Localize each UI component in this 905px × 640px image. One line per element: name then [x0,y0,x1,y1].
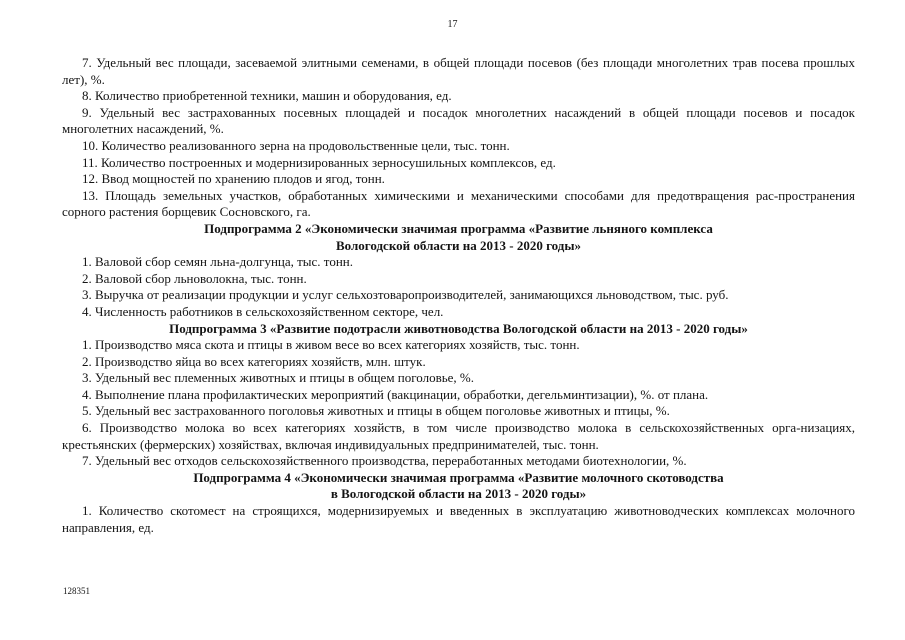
list-item: 1. Валовой сбор семян льна-долгунца, тыс. тонн. [82,254,353,270]
list-item: 3. Выручка от реализации продукции и услуг сельхозтоваропроизводителей, занимающихся льноводством, тыс. руб. [82,287,729,303]
list-item: 2. Валовой сбор льноволокна, тыс. тонн. [82,270,307,286]
list-item: 3. Удельный вес племенных животных и птицы в общем поголовье, %. [82,370,475,386]
list-item: 10. Количество реализованного зерна на продовольственные цели, тыс. тонн. [82,137,510,153]
list-item: 5. Удельный вес застрахованного поголовья животных и птицы в общем поголовье животных и птицы, %. [82,403,670,419]
list-item: 8. Количество приобретенной техники, машин и оборудования, ед. [82,88,452,104]
list-item: 4. Численность работников в сельскохозяйственном секторе, чел. [82,303,444,319]
subprogram-heading [62,221,855,254]
list-item: 6. Производство молока во всех категориях хозяйств, в том числе производство молока в сельскохозяйственных орга-низациях, крестьянских (фермерских) хозяйствах, включая индивидуальных предпринимателей, тыс. тонн. [62,420,855,452]
list-item: 2. Производство яйца во всех категориях хозяйств, млн. штук. [82,353,426,369]
document-code: 128351 [63,586,90,596]
list-item: 9. Удельный вес застрахованных посевных площадей и посадок многолетних насаждений в общей площади посевов и посадок многолетних насаждений, %. [62,104,855,137]
subprogram-heading-line: в Вологодской области на 2013 - 2020 годы» [330,486,587,502]
subprogram-heading-line: Подпрограмма 4 «Экономически значимая программа «Развитие молочного скотоводства [193,469,724,485]
subprogram-heading-line: Вологодской области на 2013 - 2020 годы» [335,237,582,253]
list-item: 4. Выполнение плана профилактических мероприятий (вакцинации, обработки, дегельминтизации), %. от плана. [82,386,709,402]
subprogram-heading-line: Подпрограмма 3 «Развитие подотрасли животноводства Вологодской области на 2013 - 2020 годы» [169,320,748,336]
page-number: 17 [447,19,458,30]
list-item: 13. Площадь земельных участков, обработанных химическими и механическими способами для предотвращения рас-пространения сорного растения борщевик Сосновского, га. [62,187,855,220]
list-item: 1. Количество скотомест на строящихся, модернизируемых и введенных в эксплуатацию животноводческих комплексах молочного направления, ед. [62,503,855,535]
body-text [62,55,855,536]
list-item: 12. Ввод мощностей по хранению плодов и ягод, тонн. [82,171,385,187]
list-item: 7. Удельный вес площади, засеваемой элитными семенами, в общей площади посевов (без площади многолетних трав посева прошлых лет), %. [62,55,855,87]
subprogram-heading [62,470,855,503]
list-item: 11. Количество построенных и модернизированных зерносушильных комплексов, ед. [82,154,556,170]
subprogram-heading-line: Подпрограмма 2 «Экономически значимая программа «Развитие льняного комплекса [204,220,713,236]
subprogram-heading [62,321,855,338]
list-item: 7. Удельный вес отходов сельскохозяйственного производства, переработанных методами биотехнологии, %. [82,453,687,469]
list-item: 1. Производство мяса скота и птицы в живом весе во всех категориях хозяйств, тыс. тонн. [82,337,580,353]
